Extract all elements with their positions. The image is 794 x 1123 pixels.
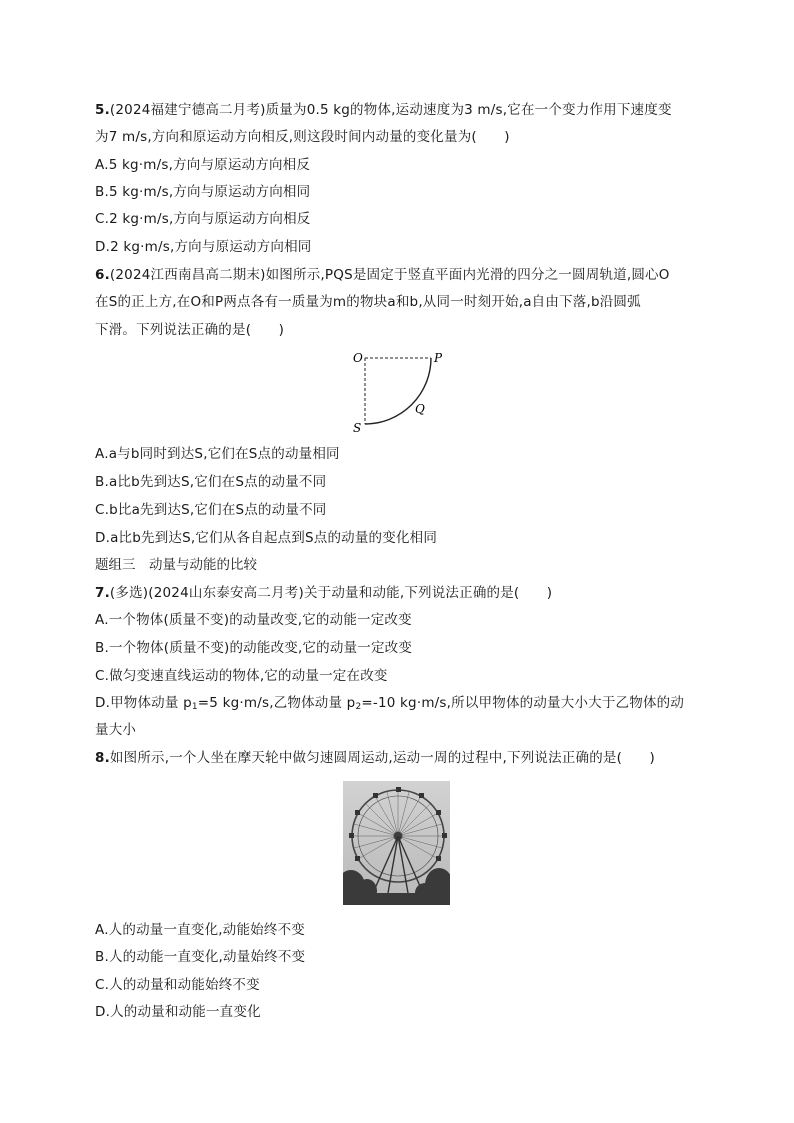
q7-option-d-sub2: 2 — [355, 702, 362, 712]
q8-number: 8. — [95, 750, 110, 766]
q6-option-c: C.b比a先到达S,它们在S点的动量不同 — [95, 502, 327, 518]
q7-line-1 — [95, 584, 552, 602]
q7-option-d-pre: D.甲物体动量 p — [95, 695, 192, 711]
q7-option-d-mid: =5 kg·m/s,乙物体动量 p — [197, 695, 356, 711]
q5-option-c: C.2 kg·m/s,方向与原运动方向相反 — [95, 211, 311, 227]
q7-option-d — [95, 694, 684, 716]
q7-option-d-post: =-10 kg·m/s,所以甲物体的动量大小大于乙物体的动 — [361, 695, 685, 711]
q8-option-b: B.人的动能一直变化,动量始终不变 — [95, 949, 306, 965]
q5-stem-1: (2024福建宁德高二月考)质量为0.5 kg的物体,运动速度为3 m/s,它在一个变力作用下速度变 — [109, 102, 672, 118]
q8-option-d: D.人的动量和动能一直变化 — [95, 1004, 261, 1020]
label-s: S — [353, 421, 362, 435]
label-p: P — [434, 351, 443, 365]
q5-option-a: A.5 kg·m/s,方向与原运动方向相反 — [95, 157, 311, 173]
q5-stem-2: 为7 m/s,方向和原运动方向相反,则这段时间内动量的变化量为( ) — [95, 129, 510, 145]
q7-option-b: B.一个物体(质量不变)的动能改变,它的动量一定改变 — [95, 640, 413, 656]
q8-stem-1: 如图所示,一个人坐在摩天轮中做匀速圆周运动,运动一周的过程中,下列说法正确的是( ) — [109, 750, 655, 766]
q7-option-a: A.一个物体(质量不变)的动量改变,它的动能一定改变 — [95, 612, 412, 628]
q6-option-b: B.a比b先到达S,它们在S点的动量不同 — [95, 474, 327, 490]
quarter-circle-track-figure — [345, 346, 455, 436]
q7-option-c: C.做匀变速直线运动的物体,它的动量一定在改变 — [95, 668, 388, 684]
section-title: 题组三 动量与动能的比较 — [95, 557, 257, 573]
q7-option-d-sub1: 1 — [191, 702, 198, 712]
q8-line-1 — [95, 749, 655, 767]
q6-line-1 — [95, 266, 670, 284]
q6-stem-2: 在S的正上方,在O和P两点各有一质量为m的物块a和b,从同一时刻开始,a自由下落,b沿圆弧 — [95, 294, 641, 310]
q6-stem-3: 下滑。下列说法正确的是( ) — [95, 322, 285, 338]
q5-option-d: D.2 kg·m/s,方向与原运动方向相同 — [95, 239, 312, 255]
q6-option-d: D.a比b先到达S,它们从各自起点到S点的动量的变化相同 — [95, 530, 438, 546]
q5-line-1 — [95, 101, 672, 119]
q5-number: 5. — [95, 102, 110, 118]
ferris-wheel-photo — [343, 781, 450, 905]
q8-option-c: C.人的动量和动能始终不变 — [95, 977, 260, 993]
label-o: O — [353, 351, 363, 365]
q6-number: 6. — [95, 267, 110, 283]
q8-option-a: A.人的动量一直变化,动能始终不变 — [95, 922, 305, 938]
q7-number: 7. — [95, 585, 110, 601]
q7-stem-1: (多选)(2024山东泰安高二月考)关于动量和动能,下列说法正确的是( ) — [109, 585, 553, 601]
q5-option-b: B.5 kg·m/s,方向与原运动方向相同 — [95, 184, 311, 200]
q6-stem-1: (2024江西南昌高二期末)如图所示,PQS是固定于竖直平面内光滑的四分之一圆周轨道,圆心O — [109, 267, 670, 283]
q6-option-a: A.a与b同时到达S,它们在S点的动量相同 — [95, 446, 340, 462]
label-q: Q — [415, 402, 425, 416]
q7-option-d-cont: 量大小 — [95, 722, 137, 738]
